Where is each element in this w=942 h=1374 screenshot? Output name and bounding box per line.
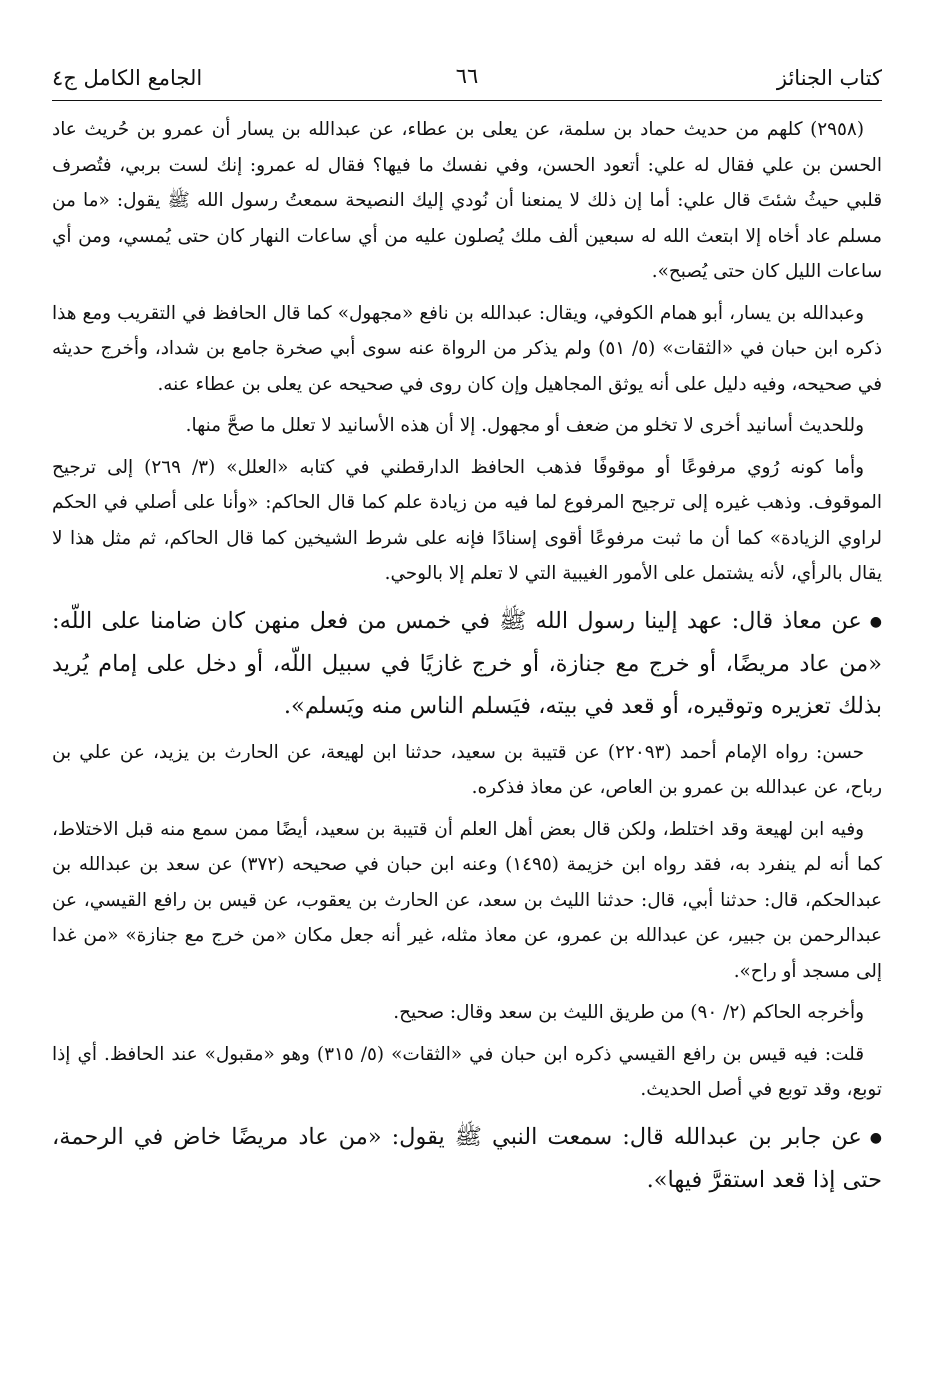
book-title: الجامع الكامل ج٤ [52, 66, 203, 90]
paragraph: (٢٩٥٨) كلهم من حديث حماد بن سلمة، عن يعلى بن عطاء، عن عبدالله بن يسار أن عمرو بن حُريث عاد الحسن بن علي فقال له علي: أتعود الحسن، وفي نفسك ما فيها؟ فقال له عمرو: إنك لست بربي، فتُصرف قلبي حيثُ شئتَ قال علي: أما إن ذلك لا يمنعنا أن نُودي إليك النصيحة سمعتُ رسول الله ﷺ يقول: «ما من مسلم عاد أخاه إلا ابتعث الله له سبعين ألف ملك يُصلون عليه من أي ساعات النهار كان حتى يُمسي، ومن أي ساعات الليل كان حتى يُصبح». [52, 119, 882, 282]
hadith-text: عن معاذ قال: عهد إلينا رسول الله ﷺ في خمس من فعل منهن كان ضامنا على اللّه: «من عاد مريضًا، أو خرج مع جنازة، أو خرج غازيًا في سبيل اللّه، أو دخل على إمام يُريد بذلك تعزيره وتوقيره، أو قعد في بيته، فيَسلم الناس منه ويَسلم». [52, 607, 882, 719]
hadith-paragraph [52, 1116, 882, 1201]
header-rule [52, 100, 882, 101]
paragraph: وعبدالله بن يسار، أبو همام الكوفي، ويقال: عبدالله بن نافع «مجهول» كما قال الحافظ في التقريب ومع هذا ذكره ابن حبان في «الثقات» (٥/ ٥١) ولم يذكر من الرواة عنه سوى أبي صخرة جامع بن شداد، وأخرج حديثه في صحيحه، وفيه دليل على أنه يوثق المجاهيل وإن كان روى في صحيحه عن يعلى بن عطاء عنه. [52, 302, 883, 395]
paragraph: قلت: فيه قيس بن رافع القيسي ذكره ابن حبان في «الثقات» (٥/ ٣١٥) وهو «مقبول» عند الحافظ. أي إذا توبع، وقد توبع في أصل الحديث. [52, 1043, 882, 1100]
paragraph: حسن: رواه الإمام أحمد (٢٢٠٩٣) عن قتيبة بن سعيد، حدثنا ابن لهيعة، عن الحارث بن يزيد، عن علي بن رباح، عن عبدالله بن عمرو بن العاص، عن معاذ فذكره. [52, 741, 882, 798]
paragraph: وأخرجه الحاكم (٢/ ٩٠) من طريق الليث بن سعد وقال: صحيح. [393, 1002, 864, 1023]
paragraph: وأما كونه رُوي مرفوعًا أو موقوفًا فذهب الحافظ الدارقطني في كتابه «العلل» (٣/ ٢٦٩) إلى ترجيح الموقوف. وذهب غيره إلى ترجيح المرفوع لما فيه من زيادة علم كما قال الحاكم: «وأنا على أصلي في الحكم لراوي الزيادة» كما أن ما ثبت مرفوعًا أقوى إسنادًا فإنه على شرط الشيخين كما قال الحاكم، ثم مثل هذا لا يقال بالرأي، لأنه يشتمل على الأمور الغيبية التي لا تعلم إلا بالوحي. [52, 456, 882, 584]
bullet-icon: ● [869, 1129, 882, 1146]
page-body [52, 112, 882, 1209]
paragraph: وفيه ابن لهيعة وقد اختلط، ولكن قال بعض أهل العلم أن قتيبة بن سعيد، أيضًا ممن سمع منه قبل الاختلاط، كما أنه لم ينفرد به، فقد رواه ابن خزيمة (١٤٩٥) وعنه ابن حبان في صحيحه (٣٧٢) عن سعد بن عبدالله بن عبدالحكم، قال: حدثنا أبي، قال: حدثنا الليث بن سعد، عن الحارث بن يعقوب، عن قيس بن رافع القيسي، عن عبدالرحمن بن جبير، عن عبدالله بن عمرو، عن معاذ مثله، غير أنه جعل مكان «من خرج مع جنازة» «من غدا إلى مسجد أو راح». [52, 818, 882, 982]
page-number: ٦٦ [455, 64, 479, 88]
bullet-icon: ● [869, 613, 882, 630]
page-header [52, 56, 882, 90]
paragraph: وللحديث أسانيد أخرى لا تخلو من ضعف أو مجهول. إلا أن هذه الأسانيد لا تعلل ما صحَّ منها. [185, 415, 864, 436]
hadith-text: عن جابر بن عبدالله قال: سمعت النبي ﷺ يقول: «من عاد مريضًا خاض في الرحمة، حتى إذا قعد استقرَّ فيها». [52, 1123, 882, 1193]
chapter-title: كتاب الجنائز [776, 66, 882, 90]
hadith-paragraph [52, 600, 882, 727]
